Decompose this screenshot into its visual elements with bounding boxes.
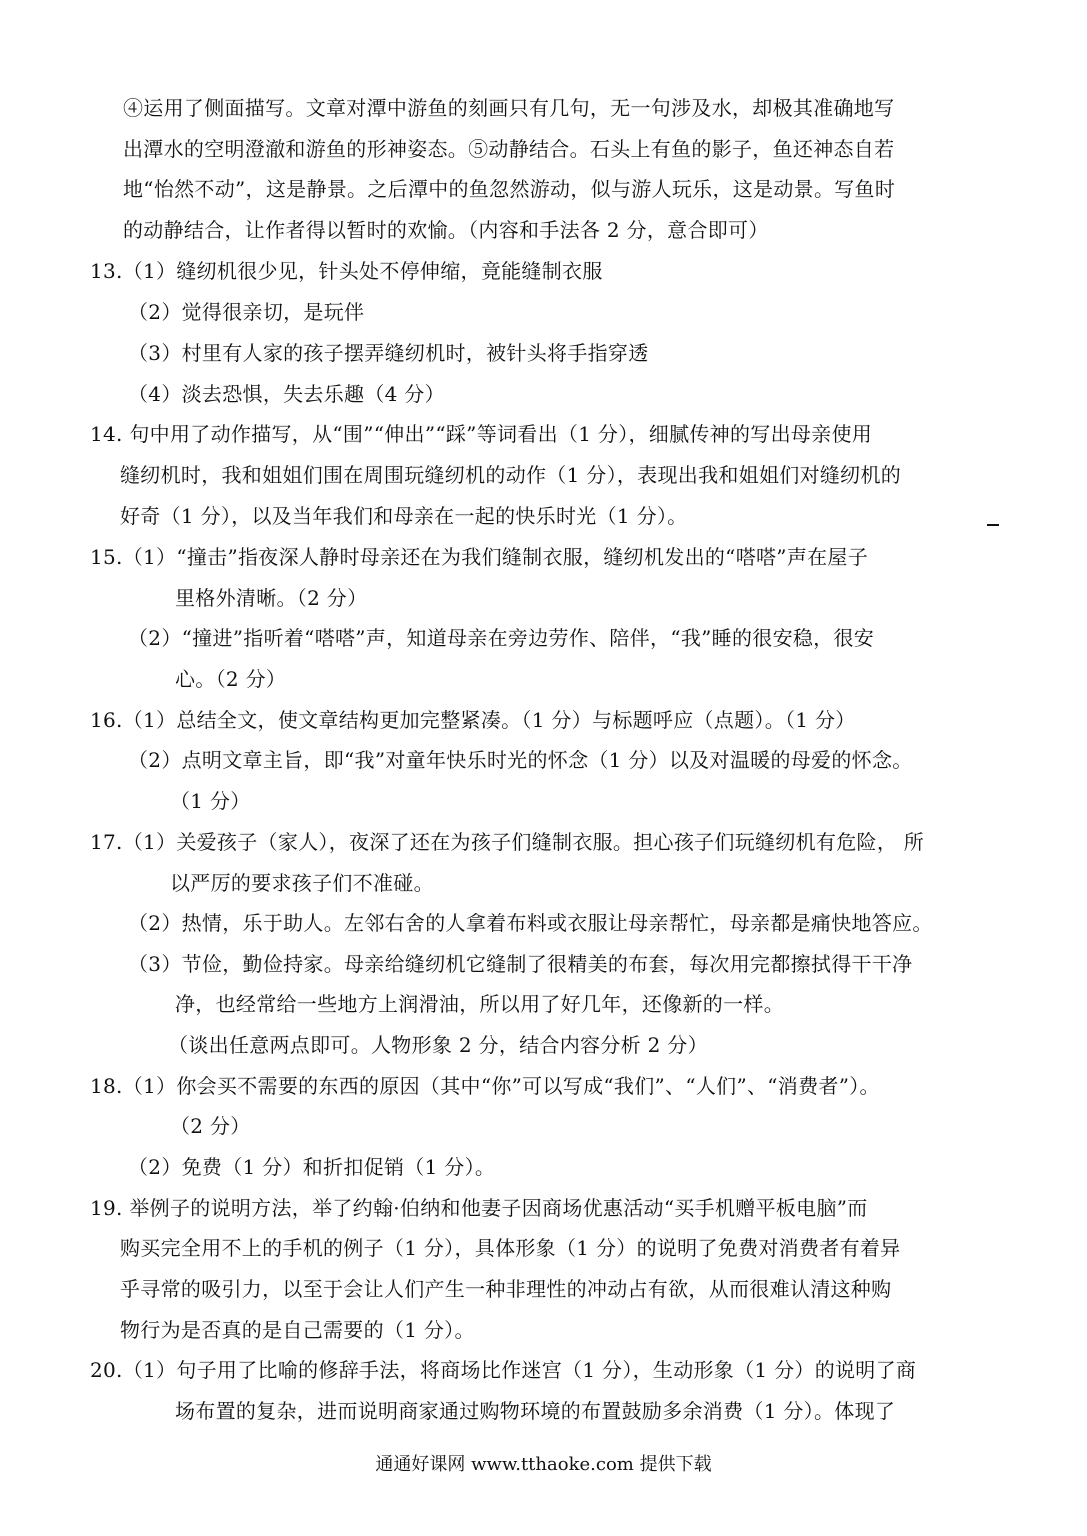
answer-17-line: 17.（1）关爱孩子（家人），夜深了还在为孩子们缝制衣服。担心孩子们玩缝纫机有危险， 所: [90, 830, 925, 854]
answer-17-line: 以严厉的要求孩子们不准碰。: [170, 871, 434, 895]
answer-18-line: （2）免费（1 分）和折扣促销（1 分）。: [128, 1155, 496, 1179]
answer-14-line: 14. 句中用了动作描写，从“围”“伸出”“踩”等词看出（1 分），细腻传神的写出母亲使用: [90, 422, 873, 446]
answer-18-line: 18.（1）你会买不需要的东西的原因（其中“你”可以写成“我们”、“人们”、“消费者”）。: [90, 1074, 880, 1098]
answer-20-line: 场布置的复杂，进而说明商家通过购物环境的布置鼓励多余消费（1 分）。体现了: [175, 1399, 896, 1423]
answer-14-line: 缝纫机时，我和姐姐们围在周围玩缝纫机的动作（1 分），表现出我和姐姐们对缝纫机的: [120, 463, 902, 487]
stray-dash-mark: [987, 524, 999, 526]
answer-line: ④运用了侧面描写。文章对潭中游鱼的刻画只有几句，无一句涉及水，却极其准确地写: [123, 96, 895, 120]
answer-19-line: 物行为是否真的是自己需要的（1 分）。: [120, 1318, 475, 1342]
answer-17-line: （谈出任意两点即可。人物形象 2 分，结合内容分析 2 分）: [168, 1033, 708, 1057]
answer-19-line: 19. 举例子的说明方法，举了约翰·伯纳和他妻子因商场优惠活动“买手机赠平板电脑”而: [90, 1196, 868, 1220]
answer-18-line: （2 分）: [170, 1114, 251, 1138]
answer-15-line: 心。（2 分）: [175, 667, 287, 691]
answer-16-line: （1 分）: [170, 789, 251, 813]
answer-17-line: 净，也经常给一些地方上润滑油，所以用了好几年，还像新的一样。: [175, 992, 784, 1016]
answer-19-line: 购买完全用不上的手机的例子（1 分），具体形象（1 分）的说明了免费对消费者有着异: [120, 1236, 901, 1260]
answer-17-line: （3）节俭，勤俭持家。母亲给缝纫机它缝制了很精美的布套，每次用完都擦拭得干干净: [128, 952, 913, 976]
answer-17-line: （2）热情，乐于助人。左邻右舍的人拿着布料或衣服让母亲帮忙，母亲都是痛快地答应。: [128, 911, 933, 935]
answer-15-line: （2）“撞进”指听着“嗒嗒”声，知道母亲在旁边劳作、陪伴，“我”睡的很安稳，很安: [128, 626, 875, 650]
answer-15-line: 15.（1）“撞击”指夜深人静时母亲还在为我们缝制衣服，缝纫机发出的“嗒嗒”声在屋子: [90, 545, 869, 569]
answer-line: 出潭水的空明澄澈和游鱼的形神姿态。⑤动静结合。石头上有鱼的影子，鱼还神态自若: [123, 137, 895, 161]
answer-19-line: 乎寻常的吸引力，以至于会让人们产生一种非理性的冲动占有欲，从而很难认清这种购: [120, 1277, 892, 1301]
answer-13-line: 13.（1）缝纫机很少见，针头处不停伸缩，竟能缝制衣服: [90, 259, 603, 283]
answer-13-line: （4）淡去恐惧，失去乐趣（4 分）: [128, 382, 445, 406]
answer-line: 的动静结合，让作者得以暂时的欢愉。（内容和手法各 2 分，意合即可）: [123, 218, 769, 242]
answer-14-line: 好奇（1 分），以及当年我们和母亲在一起的快乐时光（1 分）。: [120, 504, 688, 528]
answer-13-line: （3）村里有人家的孩子摆弄缝纫机时，被针头将手指穿透: [128, 341, 649, 365]
answer-16-line: （2）点明文章主旨，即“我”对童年快乐时光的怀念（1 分）以及对温暖的母爱的怀念。: [128, 748, 913, 772]
page-footer: 通通好课网 www.tthaoke.com 提供下载: [375, 1454, 712, 1475]
answer-20-line: 20.（1）句子用了比喻的修辞手法，将商场比作迷宫（1 分），生动形象（1 分）的说明了商: [90, 1358, 917, 1382]
answer-line: 地“怡然不动”，这是静景。之后潭中的鱼忽然游动，似与游人玩乐，这是动景。写鱼时: [123, 177, 896, 201]
answer-15-line: 里格外清晰。（2 分）: [175, 586, 368, 610]
answer-16-line: 16.（1）总结全文，使文章结构更加完整紧凑。（1 分）与标题呼应（点题）。（1 分）: [90, 708, 856, 732]
answer-13-line: （2）觉得很亲切，是玩伴: [128, 300, 365, 324]
